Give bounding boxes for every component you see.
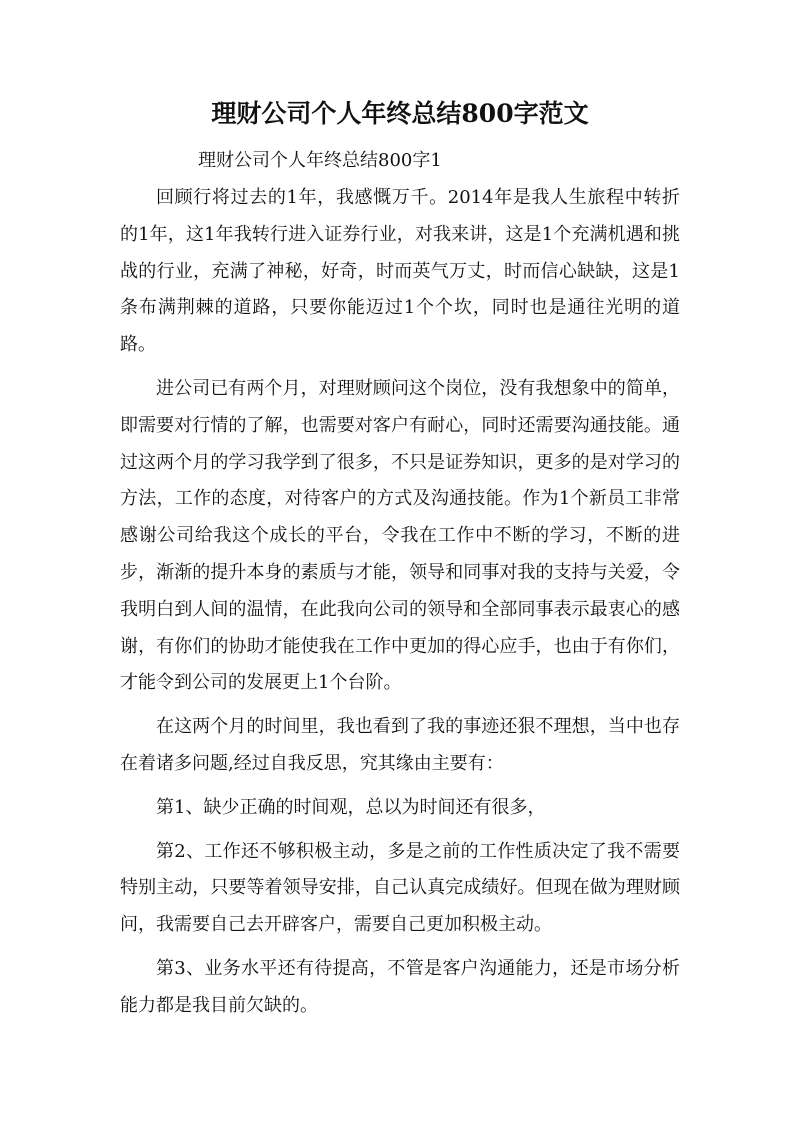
document-title: 理财公司个人年终总结800字范文	[211, 99, 589, 128]
paragraph-problem-3: 第3、业务水平还有待提高，不管是客户沟通能力，还是市场分析能力都是我目前欠缺的。	[120, 957, 680, 1016]
document-body	[120, 180, 680, 1025]
paragraph-problem-2: 第2、工作还不够积极主动，多是之前的工作性质决定了我不需要特别主动，只要等着领导安排，自己认真完成绩好。但现在做为理财顾问，我需要自己去开辟客户，需要自己更加积极主动。	[120, 840, 680, 936]
paragraph-problem-1: 第1、缺少正确的时间观，总以为时间还有很多，	[156, 796, 546, 818]
paragraph-problems-intro: 在这两个月的时间里，我也看到了我的事迹还狠不理想，当中也存在着诸多问题,经过自我反思，究其缘由主要有：	[120, 716, 680, 774]
paragraph-job-experience: 进公司已有两个月，对理财顾问这个岗位，没有我想象中的简单，即需要对行情的了解，也需要对客户有耐心，同时还需要沟通技能。通过这两个月的学习我学到了很多，不只是证券知识，更多的是对学习的方法，工作的态度，对待客户的方式及沟通技能。作为1个新员工非常感谢公司给我这个成长的平台，令我在工作中不断的学习，不断的进步，渐渐的提升本身的素质与才能，领导和同事对我的支持与关爱，令我明白到人间的温情，在此我向公司的领导和全部同事表示最衷心的感谢，有你们的协助才能使我在工作中更加的得心应手，也由于有你们，才能令到公司的发展更上1个台阶。	[120, 377, 680, 694]
document-subtitle: 理财公司个人年终总结800字1	[198, 150, 442, 171]
paragraph-review: 回顾行将过去的1年，我感慨万千。2014年是我人生旅程中转折的1年，这1年我转行进入证券行业，对我来讲，这是1个充满机遇和挑战的行业，充满了神秘，好奇，时而英气万丈，时而信心缺缺，这是1条布满荆棘的道路，只要你能迈过1个个坎，同时也是通往光明的道路。	[120, 187, 680, 356]
